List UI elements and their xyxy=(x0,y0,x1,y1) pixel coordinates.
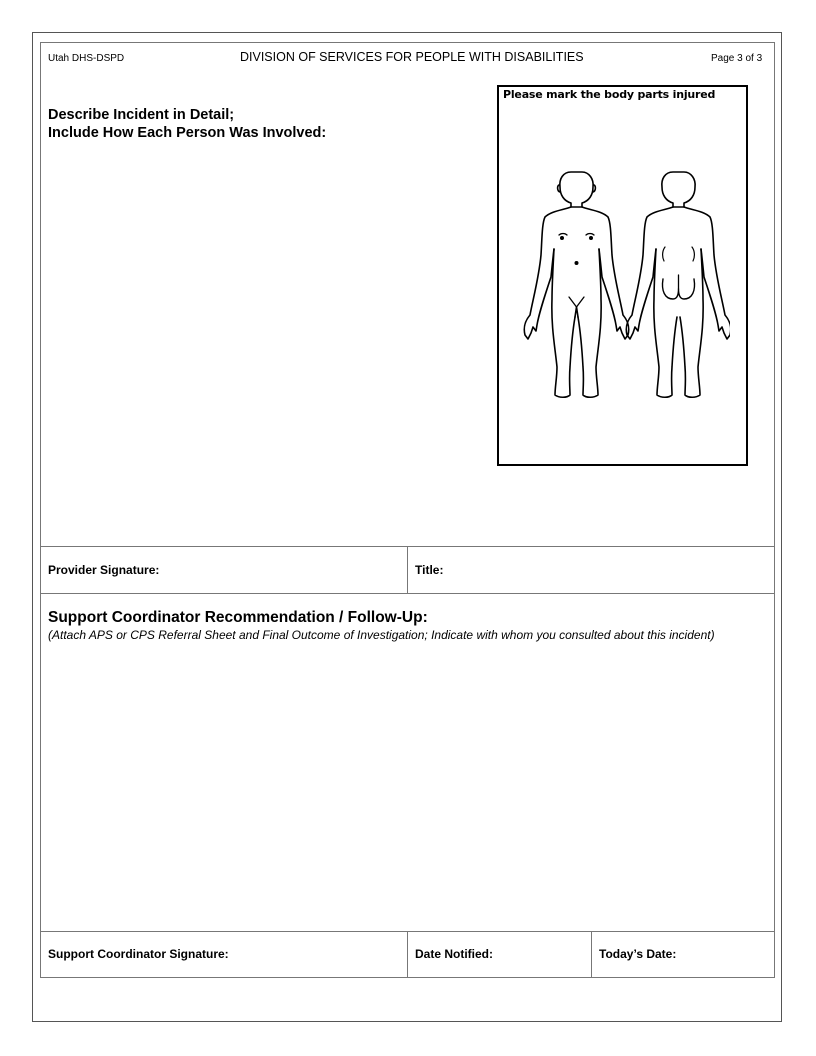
date-notified-field[interactable] xyxy=(505,935,587,975)
support-coordinator-title: Support Coordinator Recommendation / Follow-Up: xyxy=(48,609,428,626)
header-division-title: DIVISION OF SERVICES FOR PEOPLE WITH DISABILITIES xyxy=(240,50,584,64)
header-page-number: Page 3 of 3 xyxy=(711,53,763,64)
provider-title-label: Title: xyxy=(415,563,444,577)
divider-line xyxy=(591,931,592,978)
incident-title-line2: Include How Each Person Was Involved: xyxy=(48,125,327,141)
date-notified-label: Date Notified: xyxy=(415,947,493,961)
incident-description-title xyxy=(48,106,326,142)
todays-date-field[interactable] xyxy=(690,935,770,975)
provider-signature-label: Provider Signature: xyxy=(48,563,160,577)
body-front-icon xyxy=(524,172,629,397)
incident-description-area[interactable] xyxy=(44,146,489,542)
header-agency: Utah DHS-DSPD xyxy=(48,53,125,64)
divider-line xyxy=(40,593,775,594)
provider-signature-field[interactable] xyxy=(180,550,402,590)
body-diagram-title: Please mark the body parts injured xyxy=(503,88,716,101)
support-coordinator-note: (Attach APS or CPS Referral Sheet and Final Outcome of Investigation; Indicate with whom you consulted about this incident) xyxy=(48,628,715,642)
provider-title-field[interactable] xyxy=(455,550,770,590)
support-coordinator-recommendation-area[interactable] xyxy=(44,664,771,926)
body-diagram-box[interactable] xyxy=(497,85,748,466)
divider-line xyxy=(407,931,408,978)
incident-title-line1: Describe Incident in Detail; xyxy=(48,107,235,123)
divider-line xyxy=(407,546,408,593)
body-back-icon xyxy=(626,172,730,397)
support-coordinator-signature-label: Support Coordinator Signature: xyxy=(48,947,229,961)
body-diagram[interactable] xyxy=(515,167,730,399)
todays-date-label: Today’s Date: xyxy=(599,947,677,961)
support-coordinator-signature-field[interactable] xyxy=(255,935,402,975)
